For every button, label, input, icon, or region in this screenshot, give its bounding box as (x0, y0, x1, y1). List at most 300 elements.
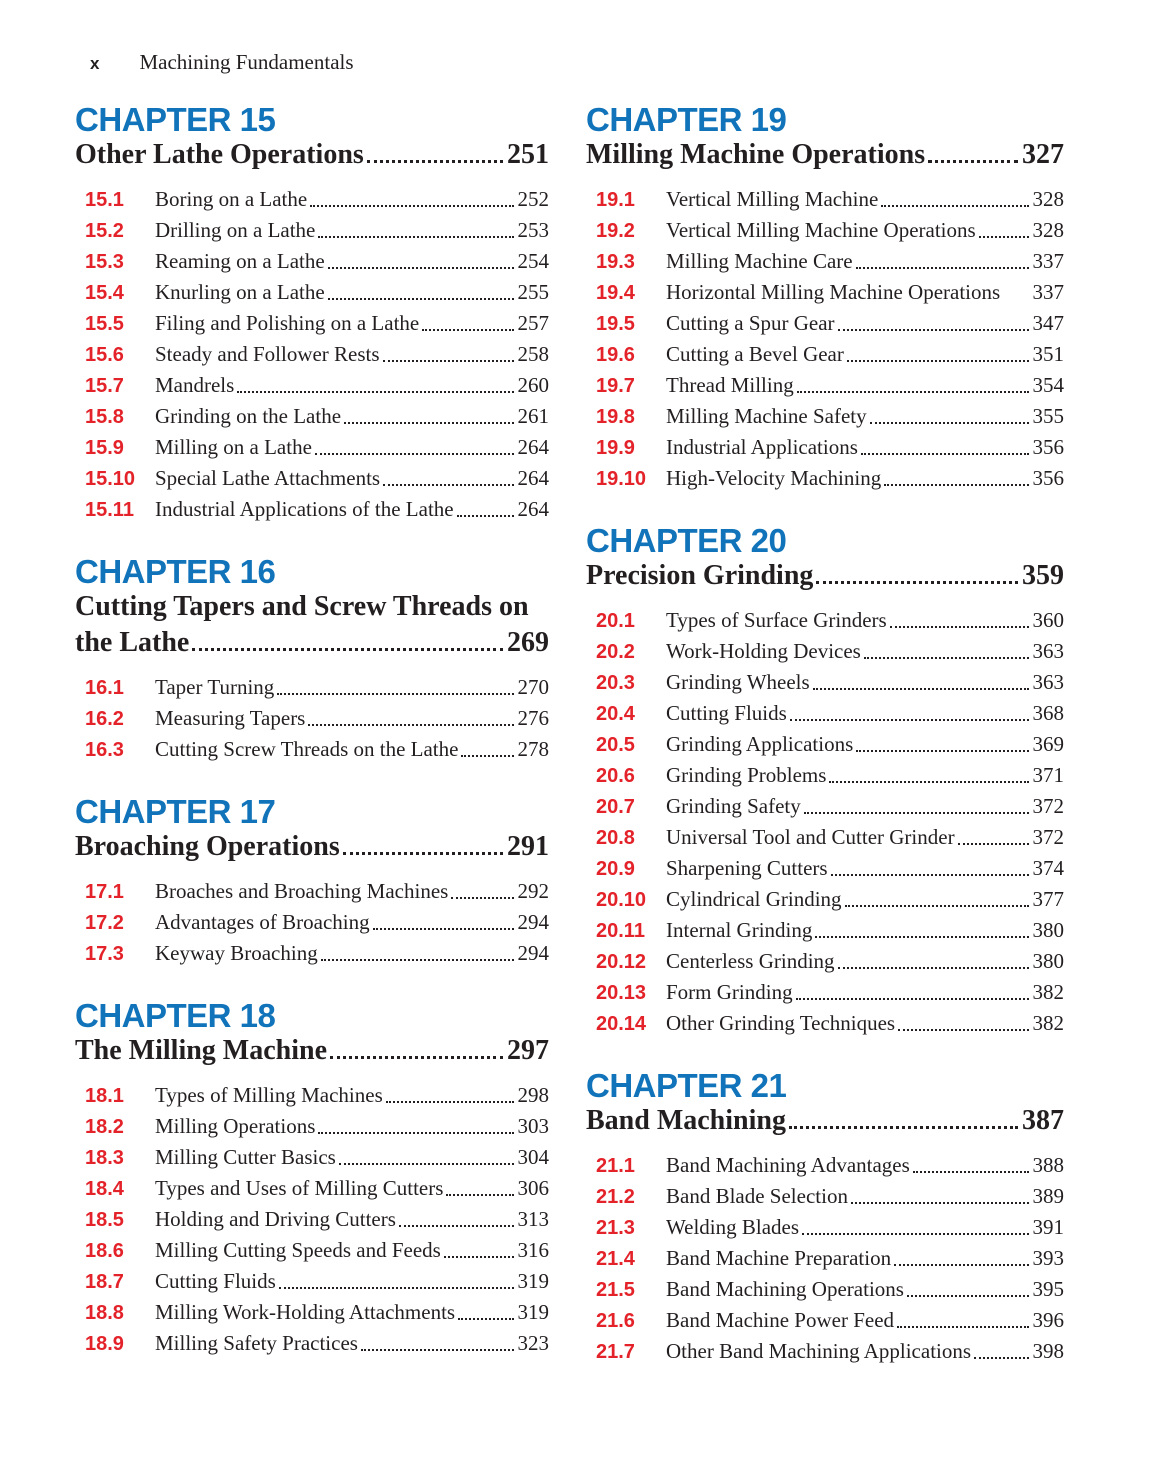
toc-entry (75, 432, 549, 463)
toc-entry (75, 308, 549, 339)
toc-entry-number: 17.2 (85, 912, 124, 934)
toc-entry (75, 401, 549, 432)
toc-entry-title: Keyway Broaching (155, 941, 318, 965)
chapter-block (75, 103, 549, 525)
toc-entry (75, 277, 549, 308)
toc-entry-title: Grinding Applications (666, 732, 854, 756)
dot-leader-icon (979, 236, 1029, 238)
dot-leader-icon (279, 1287, 514, 1289)
toc-entry-page: 319 (517, 1300, 549, 1324)
toc-entry-title: Grinding Problems (666, 763, 827, 787)
toc-entry-page: 260 (517, 373, 549, 397)
toc-entry-title: Broaches and Broaching Machines (155, 879, 449, 903)
chapter-page-number: 251 (507, 139, 549, 170)
toc-entry-title: Cylindrical Grinding (666, 887, 842, 911)
toc-entry (75, 215, 549, 246)
toc-entry (75, 1297, 549, 1328)
dot-leader-icon (458, 1318, 513, 1320)
toc-entry-title: Drilling on a Lathe (155, 218, 316, 242)
toc-entry-page: 396 (1032, 1308, 1064, 1332)
chapter-title-line (586, 138, 1064, 172)
toc-entry (75, 876, 549, 907)
toc-entry-number: 15.3 (85, 251, 124, 273)
dot-leader-icon (804, 812, 1029, 814)
toc-entry-title: Mandrels (155, 373, 235, 397)
toc-entry-number: 19.7 (596, 375, 635, 397)
dot-leader-icon (790, 719, 1029, 721)
toc-entry-title: Other Band Machining Applications (666, 1339, 972, 1363)
chapter-title-text: Broaching Operations (75, 831, 340, 862)
toc-entry (75, 703, 549, 734)
dot-leader-icon (845, 905, 1029, 907)
toc-entry-page: 292 (517, 879, 549, 903)
dot-leader-icon (802, 1233, 1028, 1235)
toc-entry-page: 356 (1032, 466, 1064, 490)
toc-entry-page: 377 (1032, 887, 1064, 911)
chapter-page-number: 327 (1022, 139, 1064, 170)
toc-entry-number: 20.7 (596, 796, 635, 818)
toc-entry (586, 308, 1064, 339)
toc-entry-title: Steady and Follower Rests (155, 342, 380, 366)
chapter-title-text: Cutting Tapers and Screw Threads on (75, 591, 529, 622)
toc-entry-number: 15.5 (85, 313, 124, 335)
toc-entry-number: 17.3 (85, 943, 124, 965)
chapter-title-text: Precision Grinding (586, 560, 814, 591)
book-title: Machining Fundamentals (139, 50, 354, 74)
dot-leader-icon (898, 1029, 1028, 1031)
toc-entry-title: Advantages of Broaching (155, 910, 370, 934)
toc-entry-page: 252 (517, 187, 549, 211)
toc-entry (586, 605, 1064, 636)
dot-leader-icon (847, 360, 1029, 362)
toc-column-left (75, 103, 549, 1367)
toc-entry-page: 261 (517, 404, 549, 428)
toc-entry (586, 822, 1064, 853)
chapter-title-line (75, 590, 549, 624)
toc-entry (586, 977, 1064, 1008)
dot-leader-icon (829, 781, 1028, 783)
dot-leader-icon (383, 484, 513, 486)
dot-leader-icon (344, 422, 513, 424)
toc-entry-title: Milling Safety Practices (155, 1331, 358, 1355)
toc-entry-number: 16.3 (85, 739, 124, 761)
toc-entry-page: 391 (1032, 1215, 1064, 1239)
page-folio: x (90, 54, 100, 73)
toc-entry-title: Milling Machine Care (666, 249, 853, 273)
dot-leader-icon (308, 724, 513, 726)
chapter-heading: CHAPTER 15 (75, 101, 276, 138)
toc-entry (75, 1266, 549, 1297)
toc-entry-title: Internal Grinding (666, 918, 813, 942)
toc-entry-title: Types of Milling Machines (155, 1083, 383, 1107)
toc-entry-number: 20.4 (596, 703, 635, 725)
dot-leader-icon (894, 1264, 1028, 1266)
chapter-title-line (586, 1104, 1064, 1138)
toc-entry-page: 313 (517, 1207, 549, 1231)
dot-leader-icon (864, 657, 1029, 659)
chapter-heading: CHAPTER 17 (75, 793, 276, 830)
toc-entry-page: 368 (1032, 701, 1064, 725)
dot-leader-icon (796, 998, 1029, 1000)
toc-entry-number: 15.1 (85, 189, 124, 211)
dot-leader-icon (328, 267, 514, 269)
toc-entry-title: Types of Surface Grinders (666, 608, 887, 632)
chapter-title-text: Band Machining (586, 1105, 786, 1136)
toc-entry-number: 19.4 (596, 282, 635, 304)
chapter-title-line (75, 626, 549, 660)
chapter-heading: CHAPTER 21 (586, 1067, 787, 1104)
dot-leader-icon (237, 391, 513, 393)
dot-leader-icon (422, 329, 513, 331)
toc-entry-title: Milling Work-Holding Attachments (155, 1300, 456, 1324)
toc-entry-page: 270 (517, 675, 549, 699)
toc-entry-page: 371 (1032, 763, 1064, 787)
toc-entry (586, 1008, 1064, 1039)
toc-entry-page: 294 (517, 910, 549, 934)
toc-entry-page: 337 (1032, 280, 1064, 304)
toc-entry-page: 264 (517, 435, 549, 459)
toc-entry-title: Taper Turning (155, 675, 275, 699)
toc-entry-title: Milling on a Lathe (155, 435, 312, 459)
toc-entry-title: Cutting a Bevel Gear (666, 342, 844, 366)
toc-entry-number: 16.1 (85, 677, 124, 699)
toc-entry-page: 354 (1032, 373, 1064, 397)
chapter-title-text: The Milling Machine (75, 1035, 327, 1066)
toc-entry (75, 1173, 549, 1204)
dot-leader-icon (373, 928, 514, 930)
toc-entry-page: 328 (1032, 187, 1064, 211)
toc-entry-number: 21.7 (596, 1341, 635, 1363)
dot-leader-icon (897, 1326, 1028, 1328)
toc-entry (586, 1336, 1064, 1367)
toc-entry-title: Industrial Applications of the Lathe (155, 497, 454, 521)
toc-entry-number: 21.5 (596, 1279, 635, 1301)
dot-leader-icon (310, 205, 513, 207)
toc-entry-page: 298 (517, 1083, 549, 1107)
toc-entry-title: Reaming on a Lathe (155, 249, 325, 273)
toc-entry (586, 636, 1064, 667)
toc-entry-title: Cutting Fluids (155, 1269, 276, 1293)
dot-leader-icon (328, 298, 514, 300)
toc-entry-number: 19.1 (596, 189, 635, 211)
chapter-title-text: Other Lathe Operations (75, 139, 364, 170)
toc-entry-number: 20.13 (596, 982, 647, 1004)
dot-leader-icon (861, 453, 1029, 455)
dot-leader-icon (318, 1132, 513, 1134)
toc-entry-page: 380 (1032, 918, 1064, 942)
toc-entry-number: 19.8 (596, 406, 635, 428)
toc-entry-number: 19.9 (596, 437, 635, 459)
toc-entry-page: 278 (517, 737, 549, 761)
toc-entry-number: 21.3 (596, 1217, 635, 1239)
toc-entry-page: 382 (1032, 1011, 1064, 1035)
chapter-page-number: 297 (507, 1035, 549, 1066)
dot-leader-icon (343, 852, 503, 855)
toc-entry-page: 398 (1032, 1339, 1064, 1363)
toc-columns (75, 103, 1064, 1367)
dot-leader-icon (884, 484, 1028, 486)
dot-leader-icon (838, 329, 1029, 331)
toc-entry-number: 20.12 (596, 951, 647, 973)
toc-entry-title: Work-Holding Devices (666, 639, 861, 663)
toc-entry-number: 18.1 (85, 1085, 124, 1107)
toc-entry (75, 1111, 549, 1142)
chapter-heading: CHAPTER 19 (586, 101, 787, 138)
toc-entry-number: 18.9 (85, 1333, 124, 1355)
toc-entry-list (586, 605, 1064, 1039)
chapter-title-text: the Lathe (75, 627, 190, 658)
toc-entry (586, 667, 1064, 698)
toc-entry-page: 380 (1032, 949, 1064, 973)
toc-entry-title: Thread Milling (666, 373, 794, 397)
chapter-page-number: 387 (1022, 1105, 1064, 1136)
toc-entry-number: 19.3 (596, 251, 635, 273)
dot-leader-icon (870, 422, 1029, 424)
dot-leader-icon (815, 936, 1028, 938)
toc-entry (586, 946, 1064, 977)
toc-entry-title: Vertical Milling Machine Operations (666, 218, 976, 242)
toc-entry-number: 15.4 (85, 282, 124, 304)
toc-entry-title: Band Machining Operations (666, 1277, 904, 1301)
toc-entry-number: 20.8 (596, 827, 635, 849)
toc-entry (586, 184, 1064, 215)
toc-entry (75, 1080, 549, 1111)
toc-entry (586, 339, 1064, 370)
toc-entry (75, 370, 549, 401)
toc-entry-number: 18.3 (85, 1147, 124, 1169)
dot-leader-icon (461, 755, 513, 757)
toc-entry (586, 915, 1064, 946)
toc-entry-number: 18.7 (85, 1271, 124, 1293)
toc-entry (586, 1181, 1064, 1212)
dot-leader-icon (399, 1225, 514, 1227)
toc-entry-number: 19.2 (596, 220, 635, 242)
toc-entry-number: 20.11 (596, 920, 645, 942)
toc-entry-title: Welding Blades (666, 1215, 800, 1239)
toc-entry-number: 15.7 (85, 375, 124, 397)
dot-leader-icon (789, 1126, 1018, 1129)
toc-entry (586, 1305, 1064, 1336)
dot-leader-icon (881, 205, 1028, 207)
toc-entry-number: 19.6 (596, 344, 635, 366)
dot-leader-icon (457, 515, 514, 517)
toc-entry (75, 339, 549, 370)
dot-leader-icon (907, 1295, 1029, 1297)
toc-entry-page: 355 (1032, 404, 1064, 428)
toc-entry-title: Industrial Applications (666, 435, 858, 459)
toc-entry-title: Form Grinding (666, 980, 793, 1004)
dot-leader-icon (928, 160, 1018, 163)
toc-entry-list (586, 1150, 1064, 1367)
toc-entry-number: 15.11 (85, 499, 134, 521)
toc-entry-number: 20.3 (596, 672, 635, 694)
toc-entry-page: 337 (1032, 249, 1064, 273)
chapter-block (586, 103, 1064, 494)
toc-entry (75, 494, 549, 525)
toc-entry-title: Centerless Grinding (666, 949, 835, 973)
toc-entry (586, 401, 1064, 432)
dot-leader-icon (856, 267, 1029, 269)
dot-leader-icon (321, 959, 514, 961)
toc-entry-title: Universal Tool and Cutter Grinder (666, 825, 955, 849)
toc-entry-title: Knurling on a Lathe (155, 280, 325, 304)
toc-entry-title: Cutting a Spur Gear (666, 311, 835, 335)
toc-entry-number: 21.4 (596, 1248, 635, 1270)
chapter-block (586, 524, 1064, 1039)
dot-leader-icon (367, 160, 503, 163)
toc-entry (75, 246, 549, 277)
running-header (75, 50, 1064, 75)
toc-entry-title: Holding and Driving Cutters (155, 1207, 396, 1231)
chapter-page-number: 291 (507, 831, 549, 862)
toc-entry-page: 382 (1032, 980, 1064, 1004)
toc-entry (586, 246, 1064, 277)
toc-entry-page: 328 (1032, 218, 1064, 242)
toc-entry-number: 21.1 (596, 1155, 635, 1177)
toc-entry-page: 388 (1032, 1153, 1064, 1177)
toc-entry-number: 21.2 (596, 1186, 635, 1208)
toc-entry-number: 21.6 (596, 1310, 635, 1332)
dot-leader-icon (958, 843, 1029, 845)
toc-entry-title: Types and Uses of Milling Cutters (155, 1176, 444, 1200)
toc-entry-title: High-Velocity Machining (666, 466, 882, 490)
toc-entry-page: 257 (517, 311, 549, 335)
toc-entry-title: Band Machining Advantages (666, 1153, 910, 1177)
toc-entry-page: 306 (517, 1176, 549, 1200)
toc-entry (75, 463, 549, 494)
chapter-title-line (75, 1034, 549, 1068)
toc-entry (586, 853, 1064, 884)
toc-entry-page: 393 (1032, 1246, 1064, 1270)
toc-entry-list (75, 672, 549, 765)
toc-entry-number: 18.2 (85, 1116, 124, 1138)
chapter-title-line (586, 559, 1064, 593)
toc-entry-title: Vertical Milling Machine (666, 187, 879, 211)
toc-entry-title: Band Machine Power Feed (666, 1308, 895, 1332)
toc-entry (586, 463, 1064, 494)
toc-entry-title: Boring on a Lathe (155, 187, 308, 211)
dot-leader-icon (446, 1194, 513, 1196)
toc-entry-number: 15.9 (85, 437, 124, 459)
toc-entry-number: 20.2 (596, 641, 635, 663)
dot-leader-icon (974, 1357, 1028, 1359)
toc-entry (586, 370, 1064, 401)
dot-leader-icon (386, 1101, 514, 1103)
toc-entry-page: 374 (1032, 856, 1064, 880)
dot-leader-icon (339, 1163, 514, 1165)
toc-entry-title: Grinding on the Lathe (155, 404, 342, 428)
toc-entry-title: Milling Cutting Speeds and Feeds (155, 1238, 441, 1262)
chapter-block (75, 555, 549, 765)
toc-entry-page: 395 (1032, 1277, 1064, 1301)
toc-entry-page: 356 (1032, 435, 1064, 459)
toc-entry-list (75, 184, 549, 525)
dot-leader-icon (361, 1349, 514, 1351)
dot-leader-icon (330, 1056, 503, 1059)
toc-entry-page: 254 (517, 249, 549, 273)
toc-entry (586, 432, 1064, 463)
toc-entry-page: 264 (517, 466, 549, 490)
toc-entry-page: 363 (1032, 670, 1064, 694)
toc-entry (75, 672, 549, 703)
toc-entry (75, 1328, 549, 1359)
toc-entry-title: Horizontal Milling Machine Operations (666, 280, 1001, 304)
toc-entry (75, 938, 549, 969)
toc-entry-title: Milling Cutter Basics (155, 1145, 336, 1169)
toc-entry-page: 369 (1032, 732, 1064, 756)
dot-leader-icon (831, 874, 1029, 876)
toc-entry-number: 15.2 (85, 220, 124, 242)
toc-entry-title: Band Machine Preparation (666, 1246, 892, 1270)
toc-entry (75, 734, 549, 765)
toc-entry (586, 760, 1064, 791)
toc-entry-list (75, 1080, 549, 1359)
toc-entry-title: Grinding Wheels (666, 670, 810, 694)
toc-entry-title: Sharpening Cutters (666, 856, 828, 880)
dot-leader-icon (277, 693, 513, 695)
dot-leader-icon (315, 453, 514, 455)
toc-entry-title: Cutting Fluids (666, 701, 787, 725)
chapter-title-text: Milling Machine Operations (586, 139, 926, 170)
dot-leader-icon (838, 967, 1029, 969)
toc-entry-number: 19.10 (596, 468, 647, 490)
chapter-block (75, 999, 549, 1359)
toc-entry-number: 16.2 (85, 708, 124, 730)
toc-entry-title: Band Blade Selection (666, 1184, 848, 1208)
toc-entry-number: 20.9 (596, 858, 635, 880)
toc-entry (586, 1274, 1064, 1305)
toc-entry-number: 18.4 (85, 1178, 124, 1200)
toc-entry-page: 304 (517, 1145, 549, 1169)
toc-entry (75, 1204, 549, 1235)
toc-entry-title: Cutting Screw Threads on the Lathe (155, 737, 459, 761)
toc-entry-title: Milling Machine Safety (666, 404, 867, 428)
toc-entry-title: Filing and Polishing on a Lathe (155, 311, 420, 335)
dot-leader-icon (913, 1171, 1029, 1173)
chapter-block (75, 795, 549, 969)
toc-entry (75, 907, 549, 938)
dot-leader-icon (816, 581, 1018, 584)
toc-column-right (586, 103, 1064, 1367)
toc-entry-page: 264 (517, 497, 549, 521)
chapter-heading: CHAPTER 16 (75, 553, 276, 590)
chapter-title-line (75, 138, 549, 172)
toc-entry-page: 360 (1032, 608, 1064, 632)
chapter-page-number: 359 (1022, 560, 1064, 591)
toc-entry-number: 20.1 (596, 610, 635, 632)
toc-entry-page: 253 (517, 218, 549, 242)
toc-entry-number: 15.6 (85, 344, 124, 366)
toc-entry-page: 351 (1032, 342, 1064, 366)
dot-leader-icon (444, 1256, 514, 1258)
dot-leader-icon (451, 897, 513, 899)
toc-entry-page: 363 (1032, 639, 1064, 663)
toc-entry-title: Grinding Safety (666, 794, 801, 818)
chapter-page-number: 269 (507, 627, 549, 658)
toc-entry (586, 1150, 1064, 1181)
toc-entry-page: 323 (517, 1331, 549, 1355)
toc-entry (586, 215, 1064, 246)
toc-entry-number: 18.6 (85, 1240, 124, 1262)
toc-entry-page: 372 (1032, 825, 1064, 849)
toc-entry-number: 15.8 (85, 406, 124, 428)
toc-entry-number: 17.1 (85, 881, 124, 903)
toc-entry-page: 255 (517, 280, 549, 304)
toc-entry (586, 1243, 1064, 1274)
toc-entry-number: 19.5 (596, 313, 635, 335)
chapter-block (586, 1069, 1064, 1367)
toc-entry-title: Measuring Tapers (155, 706, 306, 730)
